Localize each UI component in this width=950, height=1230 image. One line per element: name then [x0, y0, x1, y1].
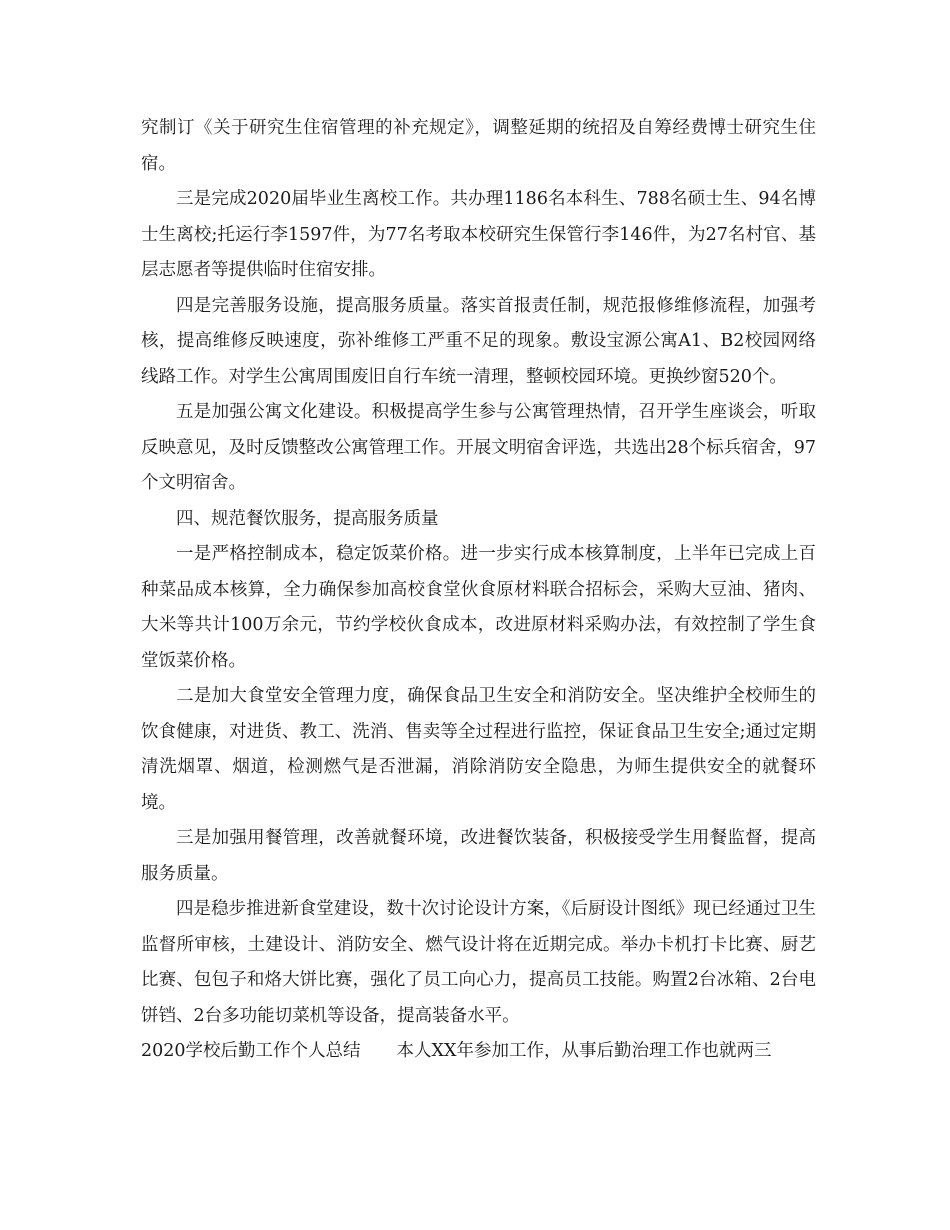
- paragraph-5: 一是严格控制成本，稳定饭菜价格。进一步实行成本核算制度，上半年已完成上百种菜品成本核算，全力确保参加高校食堂伙食原材料联合招标会，采购大豆油、猪肉、大米等共计100万余元，节约学校伙食成本，改进原材料采购办法，有效控制了学生食堂饭菜价格。: [141, 544, 816, 671]
- paragraph-2: 三是完成2020届毕业生离校工作。共办理1186名本科生、788名硕士生、94名博士生离校;托运行李1597件，为77名考取本校研究生保管行李146件，为27名村官、基层志愿者等提供临时住宿安排。: [141, 189, 816, 280]
- section-heading: 四、规范餐饮服务，提高服务质量: [176, 508, 439, 529]
- paragraph-1: 究制订《关于研究生住宿管理的补充规定》，调整延期的统招及自筹经费博士研究生住宿。: [141, 118, 816, 174]
- paragraph-6: 二是加大食堂安全管理力度，确保食品卫生安全和消防安全。坚决维护全校师生的饮食健康，对进货、教工、洗消、售卖等全过程进行监控，保证食品卫生安全;通过定期清洗烟罩、烟道，检测燃气是否泄漏，消除消防安全隐患，为师生提供安全的就餐环境。: [141, 686, 816, 813]
- paragraph-7: 三是加强用餐管理，改善就餐环境，改进餐饮装备，积极接受学生用餐监督，提高服务质量。: [141, 828, 816, 884]
- paragraph-4: 五是加强公寓文化建设。积极提高学生参与公寓管理热情，召开学生座谈会，听取反映意见，及时反馈整改公寓管理工作。开展文明宿舍评选，共选出28个标兵宿舍，97个文明宿舍。: [141, 402, 816, 493]
- paragraph-8: 四是稳步推进新食堂建设，数十次讨论设计方案，《后厨设计图纸》现已经通过卫生监督所审核，土建设计、消防安全、燃气设计将在近期完成。举办卡机打卡比赛、厨艺比赛、包包子和烙大饼比赛，强化了员工向心力，提高员工技能。购置2台冰箱、2台电饼铛、2台多功能切菜机等设备，提高装备水平。: [141, 899, 816, 1026]
- closing-title: 2020学校后勤工作个人总结: [141, 1041, 361, 1061]
- document-body: [141, 111, 816, 1070]
- closing-line: [141, 1034, 816, 1070]
- closing-text: 本人XX年参加工作，从事后勤治理工作也就两三: [396, 1041, 772, 1061]
- paragraph-3: 四是完善服务设施，提高服务质量。落实首报责任制，规范报修维修流程，加强考核，提高维修反映速度，弥补维修工严重不足的现象。敷设宝源公寓A1、B2校园网络线路工作。对学生公寓周围废旧自行车统一清理，整顿校园环境。更换纱窗520个。: [141, 295, 816, 387]
